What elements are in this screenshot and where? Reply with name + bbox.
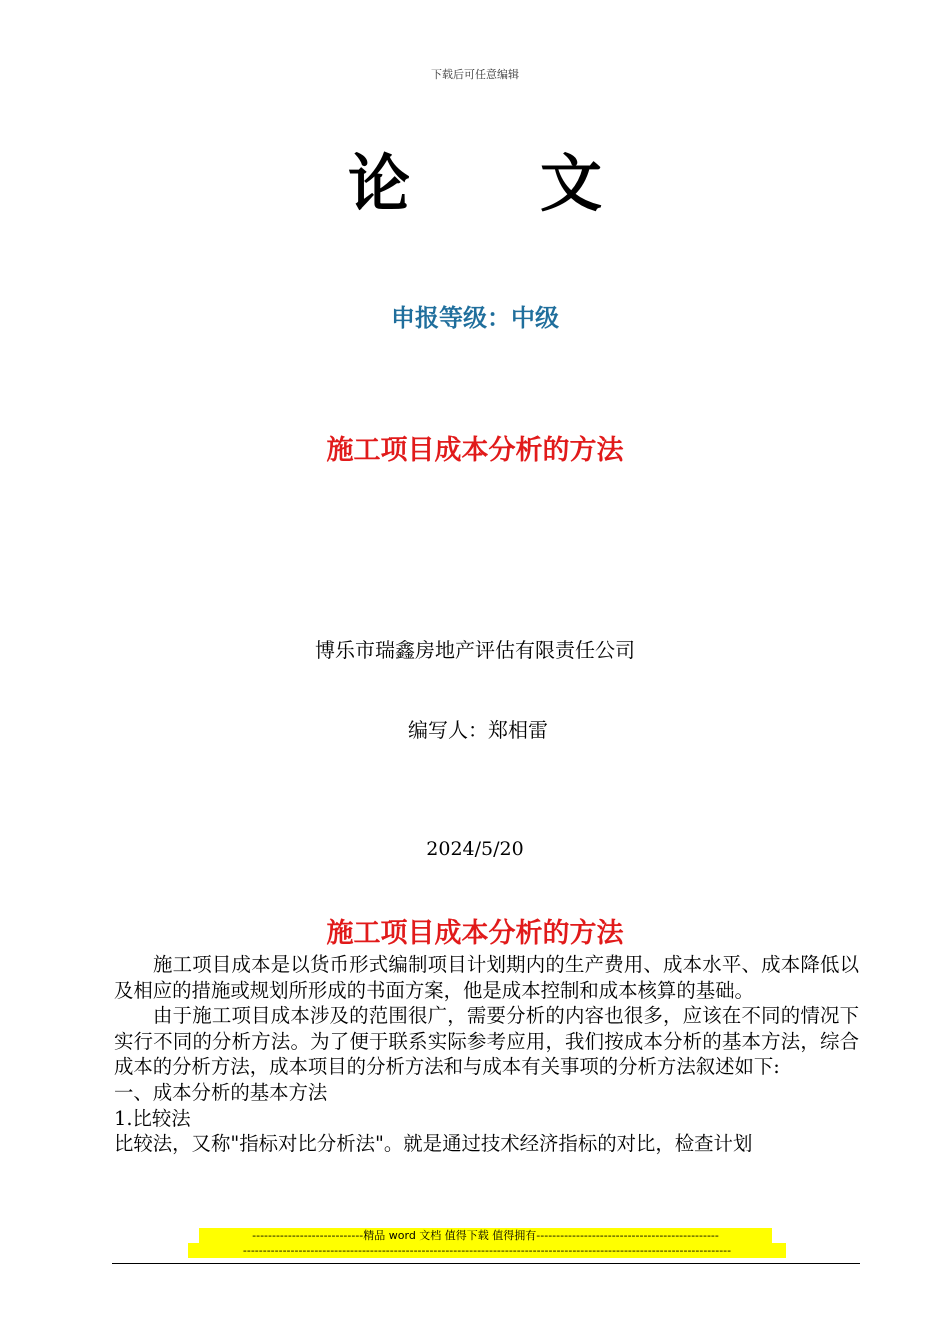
application-level: 申报等级：中级 (391, 304, 559, 332)
paragraph: 施工项目成本是以货币形式编制项目计划期内的生产费用、成本水平、成本降低以及相应的措施或规划所形成的书面方案，他是成本控制和成本核算的基础。 (114, 953, 859, 1002)
cover-paper-title: 施工项目成本分析的方法 (326, 435, 624, 466)
subsection-heading: 1.比较法 (114, 1106, 191, 1130)
cover-title-char-1: 论 (347, 147, 410, 220)
footer-rule (112, 1263, 860, 1264)
paragraph: 比较法，又称"指标对比分析法"。就是通过技术经济指标的对比，检查计划 (114, 1132, 753, 1156)
cover-title (0, 134, 950, 223)
body-title: 施工项目成本分析的方法 (326, 918, 624, 949)
paragraph: 由于施工项目成本涉及的范围很广，需要分析的内容也很多，应该在不同的情况下实行不同的分析方法。为了便于联系实际参考应用，我们按成本分析的基本方法，综合成本的分析方法，成本项目的分析方法和与成本有关事项的分析方法叙述如下: (114, 1004, 859, 1079)
company-name: 博乐市瑞鑫房地产评估有限责任公司 (315, 638, 635, 662)
cover-title-char-2: 文 (540, 147, 603, 220)
header-note: 下载后可任意编辑 (431, 68, 519, 81)
date: 2024/5/20 (426, 838, 524, 860)
footer-dashes: --------------------------------------------------------------------------------------------------------------------------- (188, 1243, 786, 1258)
section-heading: 一、成本分析的基本方法 (114, 1080, 328, 1104)
footer-banner: ----------------------------精品 word 文档 值得下载 值得拥有---------------------------------------------- (199, 1228, 772, 1243)
author: 编写人：郑相雷 (408, 718, 548, 742)
body-text (114, 952, 859, 1157)
